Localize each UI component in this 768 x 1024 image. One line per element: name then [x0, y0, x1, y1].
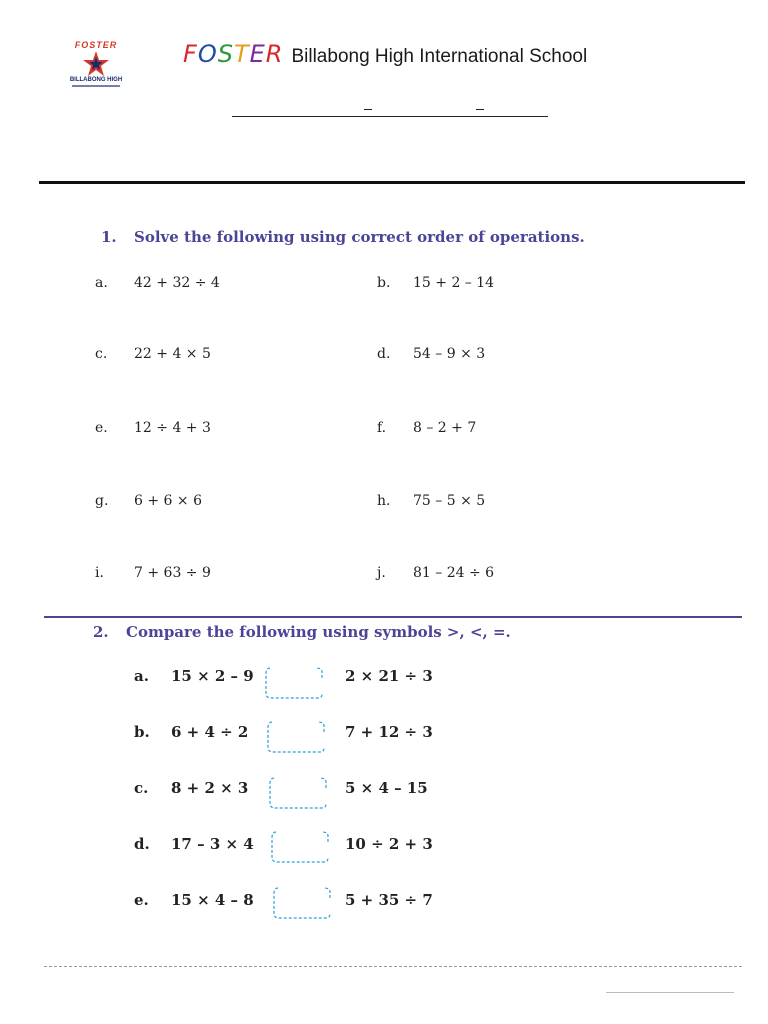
q1-item-expression: 8 – 2 + 7	[413, 420, 477, 436]
answer-box[interactable]	[270, 830, 330, 864]
q2-right-expression: 2 × 21 ÷ 3	[345, 667, 433, 685]
header-divider	[39, 181, 745, 184]
q2-right-expression: 7 + 12 ÷ 3	[345, 723, 433, 741]
q1-item-expression: 54 – 9 × 3	[413, 346, 486, 362]
q1-item-expression: 7 + 63 ÷ 9	[134, 565, 211, 581]
q1-item-expression: 81 – 24 ÷ 6	[413, 565, 495, 581]
q1-item-letter: j.	[377, 565, 386, 581]
school-header	[183, 40, 587, 68]
question-1-title: Solve the following using correct order of operations.	[134, 228, 585, 246]
question-2-number: 2.	[93, 623, 109, 641]
footer-dotted-rule	[44, 966, 742, 967]
q1-item-letter: i.	[95, 565, 104, 581]
q1-item-letter: g.	[95, 493, 109, 509]
q1-item-letter: b.	[377, 275, 391, 291]
q1-item-expression: 6 + 6 × 6	[134, 493, 202, 509]
q1-item-expression: 15 + 2 – 14	[413, 275, 495, 291]
brand-name: FOSTER	[183, 40, 284, 68]
logo-subtext	[72, 85, 120, 87]
q2-left-expression: 15 × 2 – 9	[171, 667, 254, 685]
q2-right-expression: 10 ÷ 2 + 3	[345, 835, 433, 853]
q2-left-expression: 15 × 4 – 8	[171, 891, 254, 909]
school-logo	[66, 40, 130, 92]
q1-item-expression: 75 – 5 × 5	[413, 493, 486, 509]
section-divider	[44, 616, 742, 618]
q1-item-letter: f.	[377, 420, 387, 436]
q2-left-expression: 6 + 4 ÷ 2	[171, 723, 249, 741]
q1-item-letter: d.	[377, 346, 391, 362]
q1-item-expression: 22 + 4 × 5	[134, 346, 211, 362]
q1-item-letter: e.	[95, 420, 108, 436]
q2-item-letter: d.	[134, 835, 150, 853]
footer-line	[606, 992, 734, 993]
date-blank-line	[232, 116, 548, 117]
q2-item-letter: e.	[134, 891, 149, 909]
q1-item-letter: c.	[95, 346, 108, 362]
q2-item-letter: c.	[134, 779, 149, 797]
question-1-number: 1.	[101, 228, 117, 246]
q1-item-expression: 12 ÷ 4 + 3	[134, 420, 211, 436]
logo-top-text: FOSTER	[74, 40, 118, 50]
answer-box[interactable]	[264, 666, 324, 700]
school-name: Billabong High International School	[291, 46, 588, 67]
answer-box[interactable]	[266, 720, 326, 754]
q2-item-letter: a.	[134, 667, 149, 685]
date-separator	[364, 109, 372, 110]
q1-item-letter: a.	[95, 275, 108, 291]
q2-right-expression: 5 × 4 – 15	[345, 779, 428, 797]
q1-item-expression: 42 + 32 ÷ 4	[134, 275, 220, 291]
q2-left-expression: 8 + 2 × 3	[171, 779, 249, 797]
q1-item-letter: h.	[377, 493, 391, 509]
date-separator	[476, 109, 484, 110]
q2-item-letter: b.	[134, 723, 150, 741]
logo-bottom-text: BILLABONG HIGH	[69, 77, 123, 83]
q2-left-expression: 17 – 3 × 4	[171, 835, 254, 853]
star-icon	[82, 50, 110, 78]
question-2-title: Compare the following using symbols >, <, =.	[126, 623, 511, 641]
q2-right-expression: 5 + 35 ÷ 7	[345, 891, 433, 909]
answer-box[interactable]	[268, 776, 328, 810]
answer-box[interactable]	[272, 886, 332, 920]
